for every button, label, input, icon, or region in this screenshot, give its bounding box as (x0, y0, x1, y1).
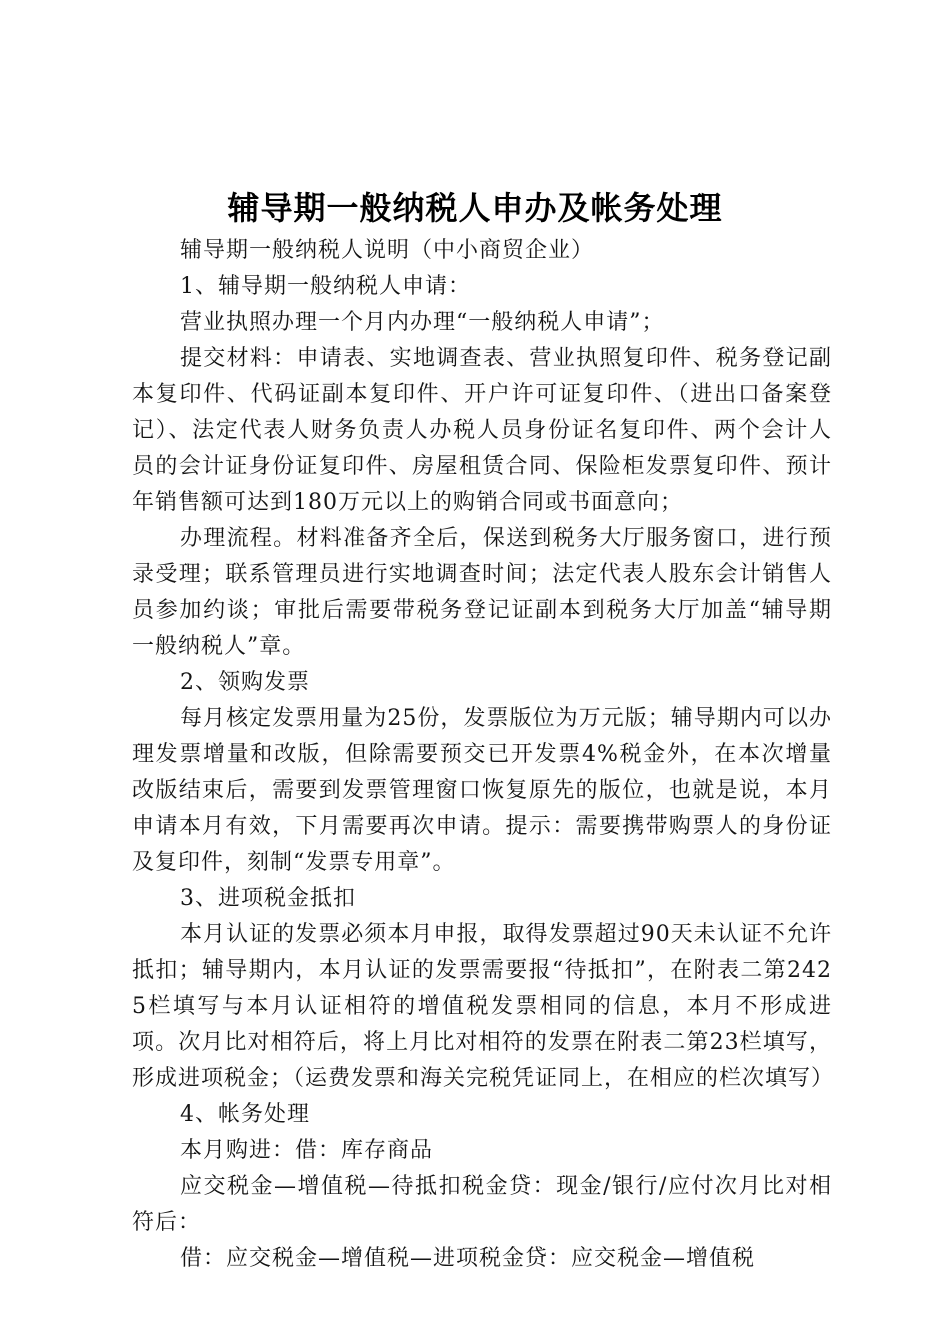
paragraph-intro: 辅导期一般纳税人说明（中小商贸企业） (180, 238, 595, 263)
section-heading-invoices: 2、领购发票 (180, 670, 310, 695)
paragraph-input-tax-entry: 借：应交税金—增值税—进项税金贷：应交税金—增值税 (180, 1246, 756, 1271)
paragraph-materials: 提交材料：申请表、实地调查表、营业执照复印件、税务登记副本复印件、代码证副本复印件、开户许可证复印件、（进出口备案登记）、法定代表人财务负责人办税人员身份证名复印件、两个会计人员的会计证身份证复印件、房屋租赁合同、保险柜发票复印件、预计年销售额可达到180万元以上的购销合同或书面意向； (132, 346, 832, 515)
paragraph-invoices: 每月核定发票用量为25份，发票版位为万元版；辅导期内可以办理发票增量和改版，但除需要预交已开发票4%税金外，在本次增量改版结束后，需要到发票管理窗口恢复原先的版位，也就是说，本月申请本月有效，下月需要再次申请。提示：需要携带购票人的身份证及复印件，刻制“发票专用章”。 (132, 706, 832, 875)
paragraph-application-timing: 营业执照办理一个月内办理“一般纳税人申请”； (180, 310, 665, 335)
paragraph-process: 办理流程。材料准备齐全后，保送到税务大厅服务窗口，进行预录受理；联系管理员进行实地调查时间；法定代表人股东会计销售人员参加约谈；审批后需要带税务登记证副本到税务大厅加盖“辅导期一般纳税人”章。 (132, 526, 832, 659)
section-heading-application: 1、辅导期一般纳税人申请： (180, 274, 471, 299)
section-heading-input-tax: 3、进项税金抵扣 (180, 886, 356, 911)
document-title: 辅导期一般纳税人申办及帐务处理 (227, 189, 723, 227)
document-body (132, 233, 835, 1277)
section-heading-accounting: 4、帐务处理 (180, 1102, 310, 1127)
paragraph-purchase-entry: 本月购进：借：库存商品 (180, 1138, 434, 1163)
paragraph-pending-tax-entry: 应交税金—增值税—待抵扣税金贷：现金/银行/应付次月比对相符后： (132, 1174, 832, 1235)
paragraph-input-tax: 本月认证的发票必须本月申报，取得发票超过90天未认证不允许抵扣；辅导期内，本月认证的发票需要报“待抵扣”，在附表二第2425栏填写与本月认证相符的增值税发票相同的信息，本月不形成进项。次月比对相符后，将上月比对相符的发票在附表二第23栏填写，形成进项税金；（运费发票和海关完税凭证同上，在相应的栏次填写） (132, 922, 835, 1091)
